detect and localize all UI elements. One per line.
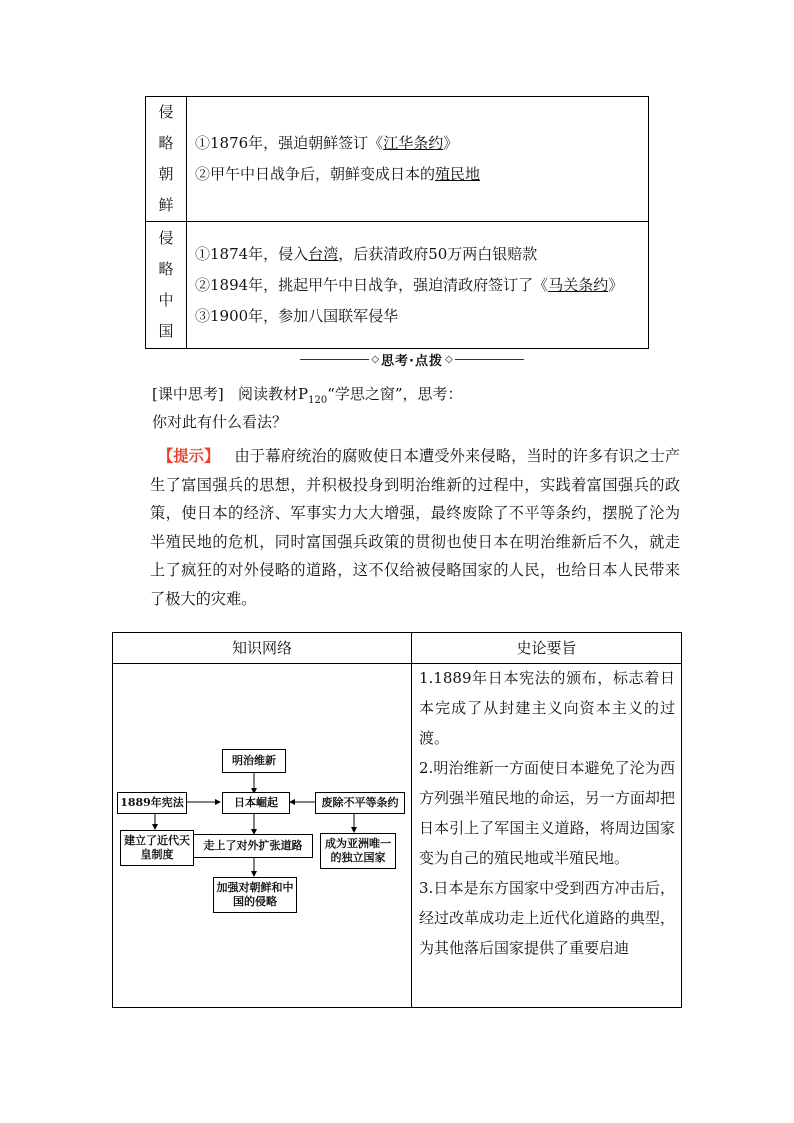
hint-paragraph: 【提示】 由于幕府统治的腐败使日本遭受外来侵略，当时的许多有识之士产生了富国强兵的思想，并积极投身到明治维新的过程中，实践着富国强兵的政策，使日本的经济、军事实力大大增强，最终废除了不平等条约，摆脱了沦为半殖民地的危机，同时富国强兵政策的贯彻也使日本在明治维新后不久，就走上了疯狂的对外侵略的道路，这不仅给被侵略国家的人民，也给日本人民带来了极大的灾难。	[150, 447, 681, 608]
list-item: ①1876年，强迫朝鲜签订《江华条约》	[195, 134, 459, 152]
node-japan-rise: 日本崛起	[222, 792, 290, 814]
node-aggression: 加强对朝鲜和中国的侵略	[213, 877, 297, 913]
node-expansion-road: 走上了对外扩张道路	[193, 834, 313, 858]
node-1889-constitution: 1889年宪法	[117, 792, 187, 814]
diamond-icon: ◇	[371, 353, 380, 365]
header-knowledge-network: 知识网络	[231, 639, 292, 657]
node-emperor-system: 建立了近代天皇制度	[120, 830, 194, 866]
node-abolish-treaties: 废除不平等条约	[315, 792, 405, 814]
list-item: ③1900年，参加八国联军侵华	[195, 306, 399, 325]
list-item: ②甲午中日战争后，朝鲜变成日本的殖民地	[195, 165, 481, 183]
header-key-points: 史论要旨	[516, 639, 577, 657]
think-question-line2: 你对此有什么看法？	[152, 413, 288, 431]
divider-title: 思考·点拨	[381, 353, 443, 369]
row-label-china: 侵 略 中 国	[146, 222, 187, 349]
list-item: ②1894年，挑起甲午中日战争，强迫清政府签订了《马关条约》	[195, 275, 624, 294]
list-item: ①1874年，侵入台湾，后获清政府50万两白银赔款	[195, 244, 538, 263]
list-item: 2.明治维新一方面使日本避免了沦为西方列强半殖民地的命运，另一方面却把日本引上了军国主义道路，将周边国家变为自己的殖民地或半殖民地。	[419, 759, 675, 867]
node-independent-country: 成为亚洲唯一的独立国家	[320, 833, 396, 869]
row-label-korea: 侵 略 朝 鲜	[146, 97, 187, 222]
hint-label: 【提示】	[158, 447, 220, 465]
think-question: [课中思考] 阅读教材$P_{120}“$学思之窗”，思考：	[152, 385, 463, 406]
list-item: 1.1889年日本宪法的颁布，标志着日本完成了从封建主义向资本主义的过渡。	[419, 669, 675, 747]
diamond-icon: ◇	[444, 353, 453, 365]
node-meiji-restoration: 明治维新	[222, 749, 286, 773]
list-item: 3.日本是东方国家中受到西方冲击后，经过改革成功走上近代化道路的典型，为其他落后国家提供了重要启迪	[419, 879, 675, 957]
